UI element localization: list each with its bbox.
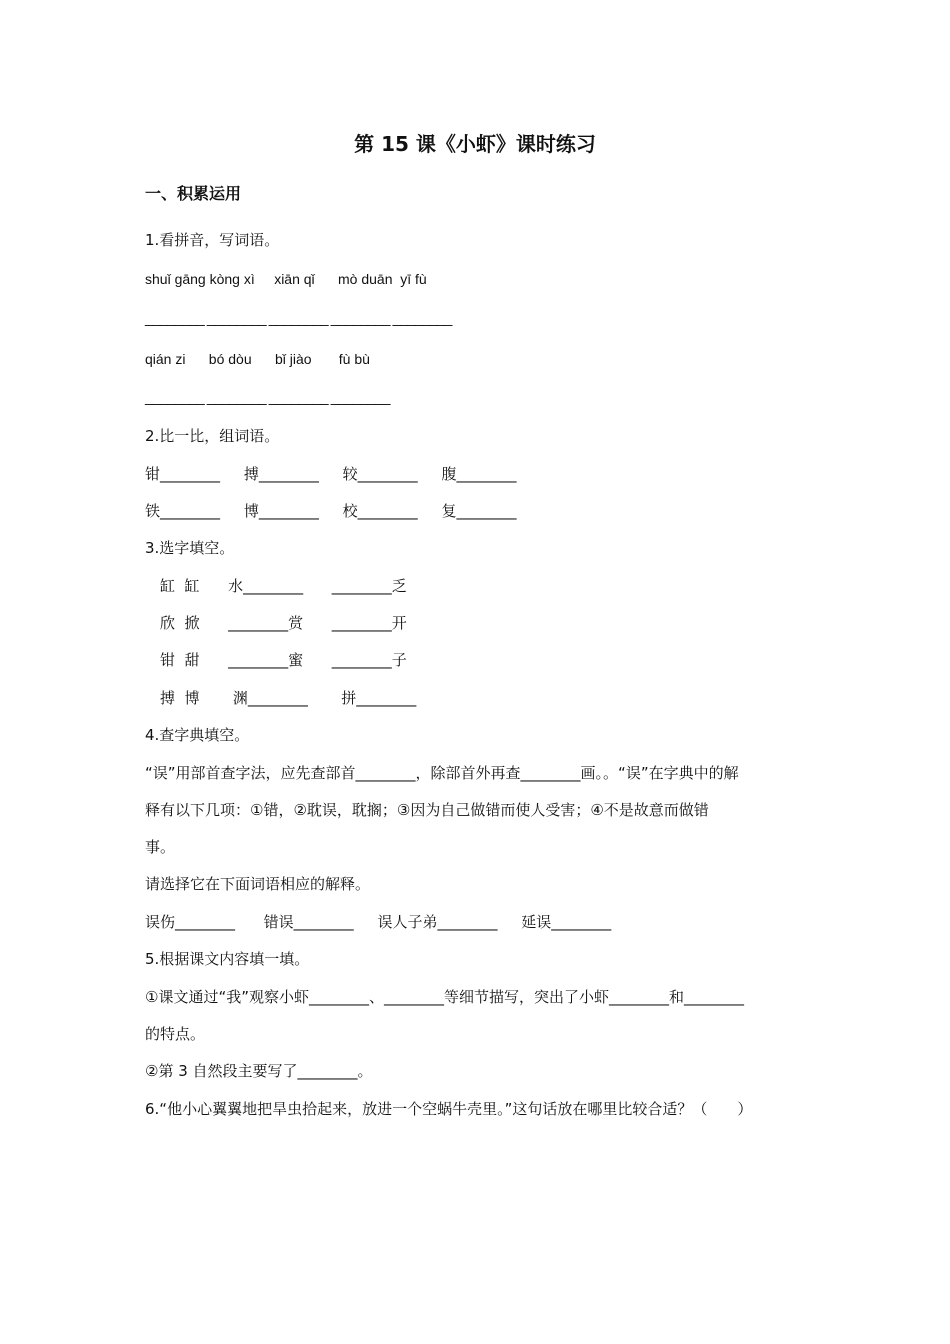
question-6-label[interactable]: 6.“他小心翼翼地把旱虫拾起来，放进一个空蜗牛壳里。”这句话放在哪里比较合适？（ ） bbox=[145, 1100, 753, 1118]
choose-char-row-1[interactable]: 缸 缸 水________ ________乏 bbox=[160, 577, 407, 595]
choose-char-row-4[interactable]: 搏 博 渊________ 拼________ bbox=[160, 689, 417, 707]
dictionary-paragraph-line-2: 释有以下几项：①错，②耽误，耽搁；③因为自己做错而使人受害；④不是故意而做错 bbox=[145, 801, 709, 819]
content-fill-line-1[interactable]: ①课文通过“我”观察小虾________、________等细节描写，突出了小虾________和________ bbox=[145, 988, 744, 1006]
question-1-label: 1.看拼音，写词语。 bbox=[145, 231, 280, 249]
pinyin-row-1: shuǐ gāng kòng xì xiān qǐ mò duān yī fù bbox=[145, 271, 427, 287]
question-3-label: 3.选字填空。 bbox=[145, 539, 235, 557]
meaning-answer-row[interactable]: 误伤________ 错误________ 误人子弟________ 延误________ bbox=[145, 913, 612, 931]
compare-row-1[interactable]: 钳________ 搏________ 较________ 腹________ bbox=[145, 465, 517, 483]
choose-char-row-2[interactable]: 欣 掀 ________赏 ________开 bbox=[160, 614, 407, 632]
compare-row-2[interactable]: 铁________ 博________ 校________ 复________ bbox=[145, 502, 517, 520]
pinyin-row-2: qián zi bó dòu bǐ jiào fù bù bbox=[145, 351, 370, 367]
page-title: 第 15 课《小虾》课时练习 bbox=[354, 132, 596, 156]
answer-blanks-row-1[interactable]: ________ ________ ________ ________ ________ bbox=[145, 310, 452, 327]
dictionary-prompt: 请选择它在下面词语相应的解释。 bbox=[145, 875, 371, 893]
dictionary-paragraph-line-3: 事。 bbox=[145, 838, 176, 856]
answer-blanks-row-2[interactable]: ________ ________ ________ ________ bbox=[145, 389, 390, 406]
question-5-label: 5.根据课文内容填一填。 bbox=[145, 950, 310, 968]
question-4-label: 4.查字典填空。 bbox=[145, 726, 250, 744]
choose-char-row-3[interactable]: 钳 甜 ________蜜 ________子 bbox=[160, 651, 407, 669]
question-2-label: 2.比一比，组词语。 bbox=[145, 427, 280, 445]
section-heading: 一、积累运用 bbox=[145, 184, 242, 203]
dictionary-paragraph-line-1[interactable]: “误”用部首查字法，应先查部首________，除部首外再查________画。。“误”在字典中的解 bbox=[145, 764, 739, 782]
content-fill-line-3[interactable]: ②第 3 自然段主要写了________。 bbox=[145, 1062, 373, 1080]
content-fill-line-2: 的特点。 bbox=[145, 1025, 206, 1043]
